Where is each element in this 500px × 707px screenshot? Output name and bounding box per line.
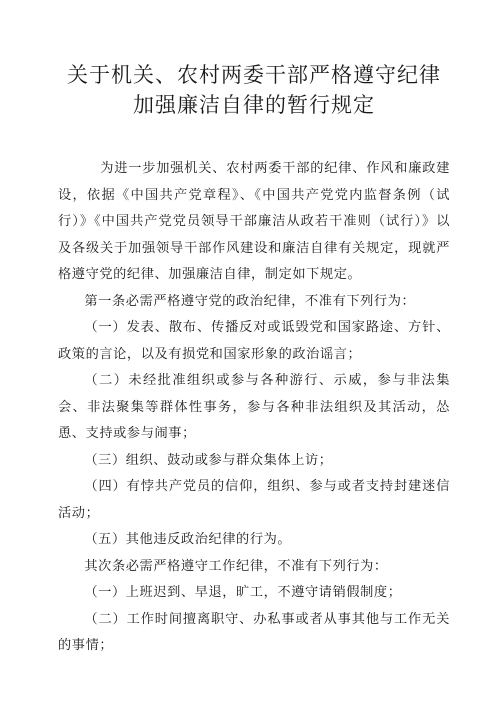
title-line-2: 加强廉洁自律的暂行规定 <box>133 93 375 117</box>
article-1-item-1: （一）发表、散布、传播反对或诋毁党和国家路途、方针、政策的言论，以及有损党和国家形象的政治谣言； <box>58 320 450 362</box>
article-1-item-5: （五）其他违反政治纪律的行为。 <box>84 532 292 547</box>
article-1-item-4: （四）有悖共产党员的信仰，组织、参与或者支持封建迷信活动； <box>58 479 450 521</box>
title-line-1: 关于机关、农村两委干部严格遵守纪律 <box>67 63 441 87</box>
article-1-item-3: （三）组织、鼓动或参与群众集体上访； <box>84 452 333 468</box>
article-2-item-2: （二）工作时间擅离职守、办私事或者从事其他与工作无关的事情； <box>58 611 450 653</box>
document-title <box>58 60 450 120</box>
preamble-paragraph: 为进一步加强机关、农村两委干部的纪律、作风和廉政建设，依据《中国共产党章程》、《中国共产党党内监督条例（试行）》《中国共产党党员领导干部廉洁从政若干准则（试行）》以及各级关于加强领导干部作风建设和廉洁自律有关规定，现就严格遵守党的纪律、加强廉洁自律，制定如下规定。 <box>58 161 450 282</box>
article-2-item-1: （一）上班迟到、早退，旷工，不遵守请销假制度； <box>84 585 402 600</box>
article-1-item-2: （二）未经批准组织或参与各种游行、示威，参与非法集会、非法聚集等群体性事务，参与各种非法组织及其活动，怂恿、支持或参与闹事； <box>58 373 450 441</box>
document-body <box>58 156 450 660</box>
article-2-heading: 其次条必需严格遵守工作纪律，不准有下列行为： <box>84 558 388 574</box>
article-1-heading: 第一条必需严格遵守党的政治纪律，不准有下列行为： <box>84 293 416 309</box>
